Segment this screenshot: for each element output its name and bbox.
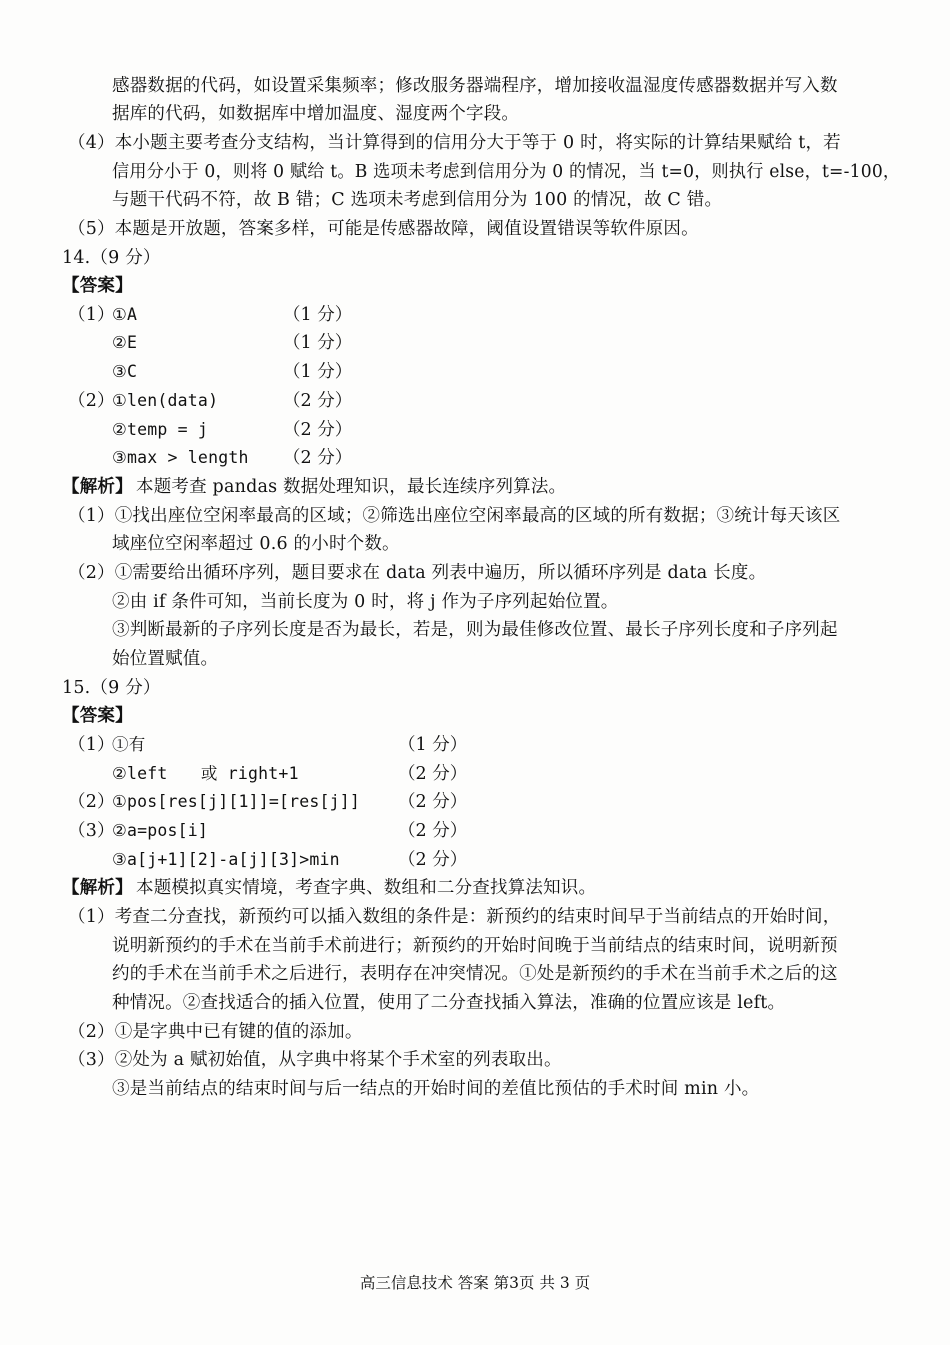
q14-answer-prefix: （1） (68, 305, 115, 325)
q14-heading: 14.（9 分） (62, 248, 161, 268)
q15-analysis-1-line-2: 说明新预约的手术在当前手术前进行；新预约的开始时间晚于当前结点的结束时间，说明新预 (112, 936, 838, 956)
intro-line-2: 据库的代码，如数据库中增加温度、湿度两个字段。 (112, 104, 520, 124)
q15-analysis-label: 【解析】 (62, 878, 133, 898)
q15-answer-4: ②a=pos[i] (112, 821, 209, 840)
q14-answer-prefix: （2） (68, 391, 115, 411)
q13-part4-line-3: 与题干代码不符，故 B 错；C 选项未考虑到信用分为 100 的情况，故 C 错。 (112, 190, 723, 210)
q15-answer-3: ①pos[res[j][1]]=[res[j]] (112, 792, 361, 811)
q15-answer-2: ②left 或 right+1 (112, 764, 299, 783)
q14-answer-6: ③max > length (112, 448, 249, 467)
q14-analysis-2-line-1: （2）①需要给出循环序列，题目要求在 data 列表中遍历，所以循环序列是 data 长度。 (68, 563, 767, 583)
q14-answer-4: ①len(data) (112, 391, 219, 410)
q14-answer-5-points: （2 分） (283, 420, 353, 440)
q15-answer-label: 【答案】 (62, 706, 133, 726)
q14-analysis-2-line-4: 始位置赋值。 (112, 649, 219, 669)
q14-answer-2-points: （1 分） (283, 333, 353, 353)
q14-answer-label: 【答案】 (62, 276, 133, 296)
q15-analysis-intro: 本题模拟真实情境，考查字典、数组和二分查找算法知识。 (136, 878, 597, 898)
q15-answer-1-points: （1 分） (398, 735, 468, 755)
q15-answer-5-points: （2 分） (398, 850, 468, 870)
q14-analysis-intro: 本题考查 pandas 数据处理知识，最长连续序列算法。 (136, 477, 567, 497)
q14-analysis-label: 【解析】 (62, 477, 133, 497)
q14-answer-3-points: （1 分） (283, 362, 353, 382)
q14-analysis-2-line-2: ②由 if 条件可知，当前长度为 0 时，将 j 作为子序列起始位置。 (112, 592, 619, 612)
q15-answer-prefix: （1） (68, 735, 115, 755)
q15-answer-2-points: （2 分） (398, 764, 468, 784)
q15-analysis-3-line-1: （3）②处为 a 赋初始值，从字典中将某个手术室的列表取出。 (68, 1050, 562, 1070)
q14-answer-1-points: （1 分） (283, 305, 353, 325)
q14-answer-5: ②temp = j (112, 420, 209, 439)
page-footer: 高三信息技术 答案 第3页 共 3 页 (359, 1274, 591, 1292)
q15-analysis-1-line-1: （1）考查二分查找，新预约可以插入数组的条件是：新预约的结束时间早于当前结点的开始时间， (68, 907, 841, 927)
q15-analysis-2-line-1: （2）①是字典中已有键的值的添加。 (68, 1022, 363, 1042)
q15-analysis-1-line-3: 约的手术在当前手术之后进行，表明存在冲突情况。①处是新预约的手术在当前手术之后的这 (112, 964, 838, 984)
q15-answer-3-points: （2 分） (398, 792, 468, 812)
q15-answer-4-points: （2 分） (398, 821, 468, 841)
q15-answer-prefix: （3） (68, 821, 115, 841)
q13-part4-line-1: （4）本小题主要考查分支结构，当计算得到的信用分大于等于 0 时，将实际的计算结果赋给 t，若 (68, 133, 841, 153)
q14-answer-6-points: （2 分） (283, 448, 353, 468)
q14-analysis-1-line-2: 域座位空闲率超过 0.6 的小时个数。 (112, 534, 400, 554)
intro-line-1: 感器数据的代码，如设置采集频率；修改服务器端程序，增加接收温湿度传感器数据并写入数 (112, 76, 838, 96)
q14-answer-1: ①A (112, 305, 138, 324)
q14-analysis-1-line-1: （1）①找出座位空闲率最高的区域；②筛选出座位空闲率最高的区域的所有数据；③统计每天该区 (68, 506, 841, 526)
q14-answer-4-points: （2 分） (283, 391, 353, 411)
q15-analysis-1-line-4: 种情况。②查找适合的插入位置，使用了二分查找插入算法，准确的位置应该是 left。 (112, 993, 786, 1013)
q13-part4-line-2: 信用分小于 0，则将 0 赋给 t。B 选项未考虑到信用分为 0 的情况，当 t=0，则执行 else，t=-100， (112, 162, 901, 182)
q15-answer-5: ③a[j+1][2]-a[j][3]>min (112, 850, 340, 869)
q14-answer-3: ③C (112, 362, 138, 381)
q15-heading: 15.（9 分） (62, 678, 161, 698)
q15-answer-1: ①有 (112, 735, 146, 754)
q14-analysis-2-line-3: ③判断最新的子序列长度是否为最长，若是，则为最佳修改位置、最长子序列长度和子序列起 (112, 620, 838, 640)
q14-answer-2: ②E (112, 333, 138, 352)
q13-part5-line-1: （5）本题是开放题，答案多样，可能是传感器故障，阈值设置错误等软件原因。 (68, 219, 699, 239)
q15-analysis-3-line-2: ③是当前结点的结束时间与后一结点的开始时间的差值比预估的手术时间 min 小。 (112, 1079, 760, 1099)
q15-answer-prefix: （2） (68, 792, 115, 812)
